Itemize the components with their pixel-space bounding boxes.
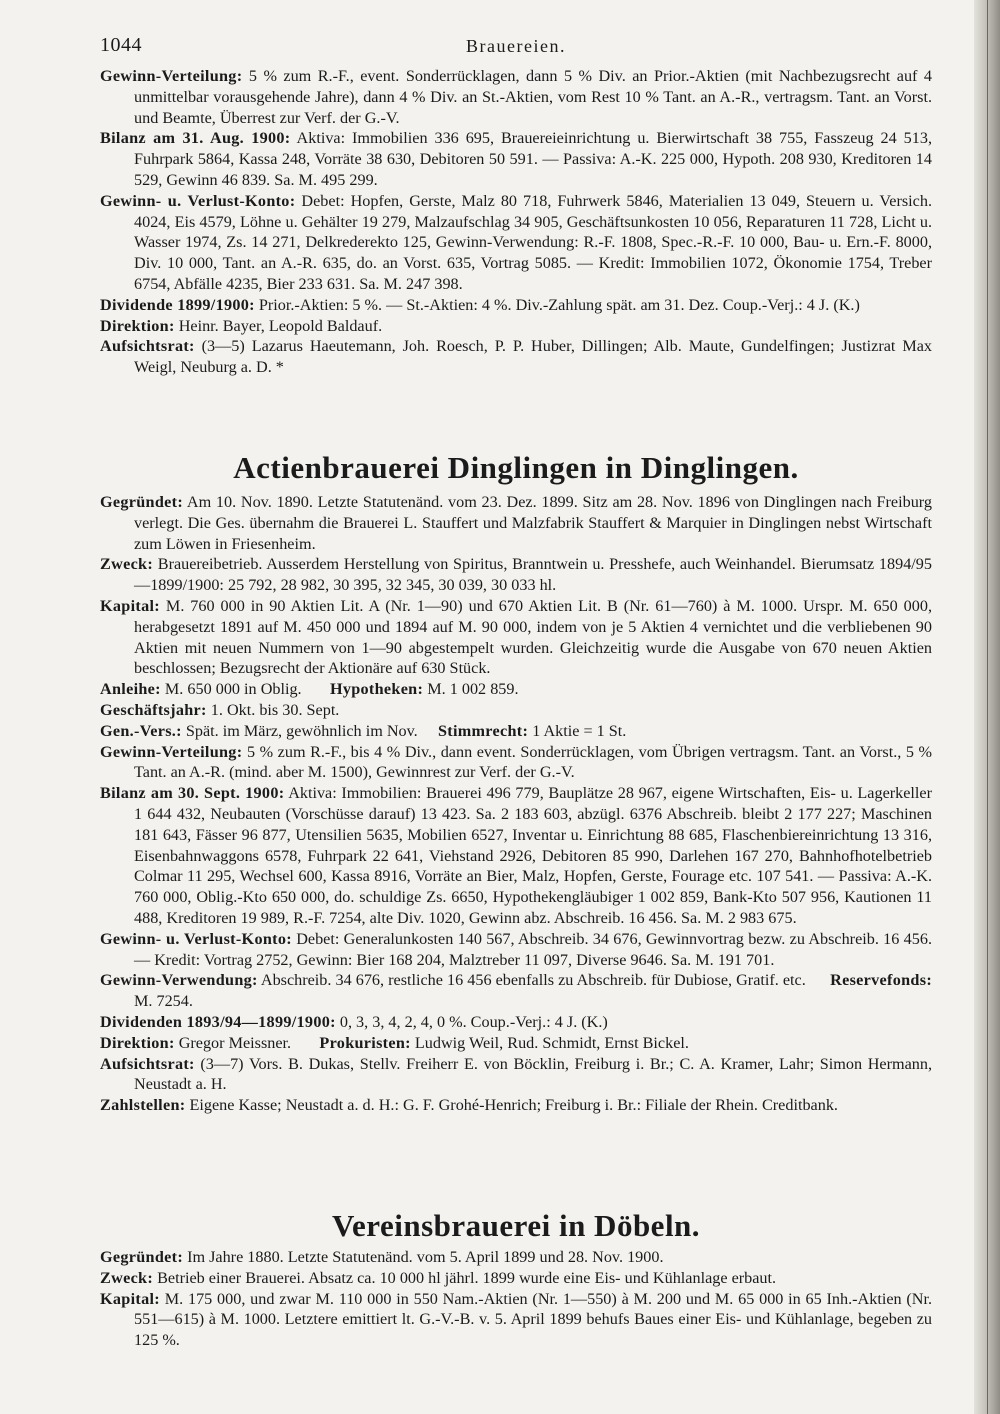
entry-paragraph xyxy=(100,721,932,742)
entry-paragraph xyxy=(100,679,932,700)
entry-text: Spät. im März, gewöhnlich im Nov. xyxy=(185,721,418,740)
entry-text: Betrieb einer Brauerei. Absatz ca. 10 000 hl jährl. 1899 wurde eine Eis- und Kühlanlage erbaut. xyxy=(157,1268,777,1287)
entry-key: Bilanz am 31. Aug. 1900: xyxy=(100,129,291,148)
entry-key: Prokuristen: xyxy=(319,1033,411,1052)
entry-key: Anleihe: xyxy=(100,680,161,699)
page-header xyxy=(100,34,932,62)
entry-key: Geschäftsjahr: xyxy=(100,700,207,719)
entry-key: Bilanz am 30. Sept. 1900: xyxy=(100,784,285,803)
entry-text: 1 Aktie = 1 St. xyxy=(532,721,627,740)
company-entry-dinglingen xyxy=(100,492,932,1116)
entry-key: Gen.-Vers.: xyxy=(100,721,182,740)
entry-key: Gegründet: xyxy=(100,493,184,511)
entry-text: Gregor Meissner. xyxy=(178,1033,292,1052)
entry-paragraph xyxy=(100,783,932,929)
entry-key: Reservefonds: xyxy=(830,971,933,990)
entry-paragraph xyxy=(100,191,932,295)
entry-paragraph xyxy=(100,970,932,1012)
entry-key: Gewinn-Verwendung: xyxy=(100,971,258,990)
entry-key: Gewinn- u. Verlust-Konto: xyxy=(100,929,292,948)
entry-key: Kapital: xyxy=(100,1289,160,1308)
entry-text: (3—7) Vors. B. Dukas, Stellv. Freiherr E. von Böcklin, Freiburg i. Br.; C. A. Kramer, Lahr; Simon Hermann, Neustadt a. H. xyxy=(134,1054,932,1094)
page-gutter-line xyxy=(987,0,988,1414)
entry-text: 5 % zum R.-F., bis 4 % Div., dann event. Sonderrücklagen, vom Übrigen vertragsm. Tant. an Vorst., 5 % Tant. an A.-R. (mind. aber M. 1500), Gewinnrest zur Verf. der G.-V. xyxy=(134,742,932,782)
entry-text: Debet: Generalunkosten 140 567, Abschreib. 34 676, Gewinnvortrag bezw. zu Abschreib. 16 456. — Kredit: Vortrag 2752, Gewinn: Bier 168 204, Malztreber 11 097, Diverse 9646. Sa. M. 191 701. xyxy=(134,929,932,969)
entry-text: Aktiva: Immobilien: Brauerei 496 779, Bauplätze 28 967, eigene Wirtschaften, Eis- u. Lagerkeller 1 644 432, Neubauten (Vorschüsse darauf) 13 423. Sa. 2 183 603, abzügl. 6376 Abschreib. bleibt 2 177 227; Maschinen 181 643, Fässer 96 877, Utensilien 5635, Mobilien 6527, Inventar u. Einrichtung 88 685, Flaschenbiereinrichtung 13 316, Eisenbahnwaggons 6578, Fuhrpark 22 641, Viehstand 2926, Debitoren 85 990, Darlehen 167 270, Bahnhofhotelbetrieb Colmar 11 295, Wechsel 600, Kassa 8916, Vorräte an Bier, Malz, Hopfen, Gerste, Fourage etc. 107 541. — Passiva: A.-K. 760 000, Oblig.-Kto 650 000, do. schuldige Zs. 6650, Hypothekengläubiger 1 002 859, Bank-Kto 507 956, Kautionen 11 488, Kreditoren 19 989, R.-F. 7254, alte Div. 1020, Gewinn abz. Abschreib. 16 456. Sa. M. 2 983 675. xyxy=(134,784,932,927)
entry-text: M. 760 000 in 90 Aktien Lit. A (Nr. 1—90) und 670 Aktien Lit. B (Nr. 61—760) à M. 1000. Urspr. M. 650 000, herabgesetzt 1891 auf M. 450 000 und 1894 auf M. 90 000, indem von je 5 Aktien 4 vernichtet und die verbliebenen 90 Aktien mit neuen Nummern von 1—90 abgestempelt wurden. Gleichzeitig wurde die Ausgabe von 670 neuen Aktien beschlossen; Bezugsrecht der Aktionäre auf 630 Stück. xyxy=(134,596,933,678)
entry-paragraph xyxy=(100,1289,932,1351)
entry-key: Direktion: xyxy=(100,316,175,335)
entry-key: Gewinn- u. Verlust-Konto: xyxy=(100,191,296,210)
entry-text: 5 % zum R.-F., event. Sonderrücklagen, dann 5 % Div. an Prior.-Aktien (mit Nachbezugsrecht auf 4 unmittelbar vorausgehende Jahre), dann 4 % Div. an St.-Aktien, vom Rest 10 % Tant. an A.-R., vertragsm. Tant. an Vorst. und Beamte, Überrest zur Verf. der G.-V. xyxy=(134,67,933,127)
entry-key: Zweck: xyxy=(100,1268,154,1287)
entry-paragraph xyxy=(100,554,932,596)
entry-paragraph xyxy=(100,700,932,721)
entry-text: Heinr. Bayer, Leopold Baldauf. xyxy=(178,316,383,335)
entry-paragraph xyxy=(100,742,932,784)
entry-key: Stimmrecht: xyxy=(437,721,529,740)
entry-paragraph xyxy=(100,596,932,679)
page-number: 1044 xyxy=(100,34,142,56)
entry-paragraph xyxy=(100,1054,932,1096)
entry-text: Prior.-Aktien: 5 %. — St.-Aktien: 4 %. Div.-Zahlung spät. am 31. Dez. Coup.-Verj.: 4 J. (K.) xyxy=(258,295,860,314)
entry-paragraph xyxy=(100,1012,932,1033)
entry-key: Gewinn-Verteilung: xyxy=(100,67,243,85)
running-title: Brauereien. xyxy=(466,36,566,56)
entry-text: Abschreib. 34 676, restliche 16 456 ebenfalls zu Abschreib. für Dubiose, Gratif. etc. xyxy=(260,971,806,990)
entry-text: Am 10. Nov. 1890. Letzte Statutenänd. vom 23. Dez. 1899. Sitz am 28. Nov. 1896 von Dinglingen nach Freiburg verlegt. Die Ges. übernahm die Brauerei L. Stauffert und Malzfabrik Stauffert & Marquier in Dinglingen nebst Wirtschaft zum Löwen in Friesenheim. xyxy=(134,493,932,553)
entry-text: Brauereibetrieb. Ausserdem Herstellung von Spiritus, Branntwein u. Presshefe, auch Weinhandel. Bierumsatz 1894/95—1899/1900: 25 792, 28 982, 30 395, 32 345, 30 039, 30 033 hl. xyxy=(134,555,932,595)
entry-paragraph xyxy=(100,1095,932,1116)
entry-paragraph xyxy=(100,336,932,378)
entry-text: M. 1 002 859. xyxy=(427,680,519,699)
entry-key: Zahlstellen: xyxy=(100,1096,186,1115)
entry-text: Aktiva: Immobilien 336 695, Brauereieinrichtung u. Bierwirtschaft 38 755, Fasszeug 24 513, Fuhrpark 5864, Kassa 248, Vorräte 38 630, Debitoren 50 591. — Passiva: A.-K. 225 000, Hypoth. 208 930, Kreditoren 14 529, Gewinn 46 839. Sa. M. 495 299. xyxy=(134,129,932,189)
entry-text: Eigene Kasse; Neustadt a. d. H.: G. F. Grohé-Henrich; Freiburg i. Br.: Filiale der Rhein. Creditbank. xyxy=(189,1096,838,1115)
entry-paragraph xyxy=(100,1033,932,1054)
entry-key: Gewinn-Verteilung: xyxy=(100,742,243,761)
entry-text: Debet: Hopfen, Gerste, Malz 80 718, Fuhrwerk 5846, Materialien 13 049, Steuern u. Versich. 4024, Eis 4579, Löhne u. Gehälter 19 279, Malzaufschlag 34 905, Geschäftsunkosten 10 056, Reparaturen 11 728, Licht u. Wasser 1974, Zs. 14 271, Delkrederekto 125, Gewinn-Verwendung: R.-F. 1808, Spec.-R.-F. 10 000, Bau- u. Ern.-F. 8000, Div. 10 000, Tant. an A.-R. 635, do. an Vorst. 635, Vortrag 5085. — Kredit: Immobilien 1072, Ökonomie 1754, Treber 6754, Abfälle 4235, Bier 233 631. Sa. M. 247 398. xyxy=(134,191,932,293)
entry-text: Im Jahre 1880. Letzte Statutenänd. vom 5. April 1899 und 28. Nov. 1900. xyxy=(187,1248,664,1266)
entry-key: Zweck: xyxy=(100,555,154,574)
entry-key: Direktion: xyxy=(100,1033,175,1052)
entry-paragraph xyxy=(100,492,932,554)
entry-text: M. 650 000 in Oblig. xyxy=(164,680,302,699)
company-entry-doebeln xyxy=(100,1247,932,1351)
entry-text: Ludwig Weil, Rud. Schmidt, Ernst Bickel. xyxy=(414,1033,689,1052)
entry-paragraph xyxy=(100,1247,932,1268)
entry-text: M. 175 000, und zwar M. 110 000 in 550 Nam.-Aktien (Nr. 1—550) à M. 200 und M. 65 000 in 65 Inh.-Aktien (Nr. 551—615) à M. 1000. Letztere emittiert lt. G.-V.-B. v. 5. April 1899 behufs Baues einer Eis- und Kühlanlage, begeben zu 125 %. xyxy=(134,1289,933,1350)
entry-key: Hypotheken: xyxy=(329,680,424,699)
entry-key: Dividende 1899/1900: xyxy=(100,295,255,314)
entry-paragraph xyxy=(100,1268,932,1289)
entry-paragraph xyxy=(100,929,932,971)
entry-text: (3—5) Lazarus Haeutemann, Joh. Roesch, P. P. Huber, Dillingen; Alb. Maute, Gundelfingen; Justizrat Max Weigl, Neuburg a. D. * xyxy=(134,337,933,377)
entry-text: 0, 3, 3, 4, 2, 4, 0 %. Coup.-Verj.: 4 J. (K.) xyxy=(339,1012,608,1031)
entry-text: M. 7254. xyxy=(134,992,193,1011)
entry-key: Kapital: xyxy=(100,596,160,615)
entry-key: Aufsichtsrat: xyxy=(100,1054,195,1073)
entry-key: Dividenden 1893/94—1899/1900: xyxy=(100,1012,336,1031)
entry-continued xyxy=(100,66,932,378)
entry-text: 1. Okt. bis 30. Sept. xyxy=(210,700,340,719)
entry-paragraph xyxy=(100,295,932,316)
company-title-doebeln: Vereinsbrauerei in Döbeln. xyxy=(331,1208,701,1243)
entry-paragraph xyxy=(100,316,932,337)
entry-paragraph xyxy=(100,66,932,128)
entry-key: Gegründet: xyxy=(100,1248,184,1266)
entry-paragraph xyxy=(100,128,932,190)
company-title-dinglingen: Actienbrauerei Dinglingen in Dinglingen. xyxy=(233,450,799,485)
entry-key: Aufsichtsrat: xyxy=(100,337,195,356)
